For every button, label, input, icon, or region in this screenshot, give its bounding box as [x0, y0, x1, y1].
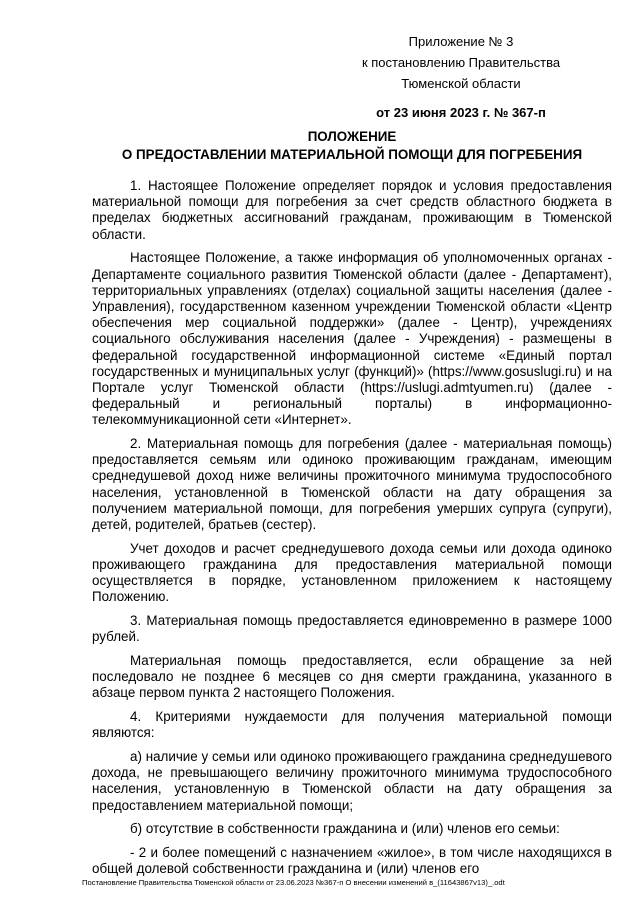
page-footer: Постановление Правительства Тюменской области от 23.06.2023 №367-п О внесении изменений в_(11643867v13)_.odt	[82, 878, 505, 887]
paragraph: Учет доходов и расчет среднедушевого дохода семьи или дохода одиноко проживающего гражданина для предоставления материальной помощи осуществляется в порядке, установленном приложением к настоящему Положению.	[92, 540, 612, 605]
appendix-date-number: от 23 июня 2023 г. № 367-п	[376, 105, 546, 120]
paragraph: 2. Материальная помощь для погребения (далее - материальная помощь) предоставляется семьям или одиноко проживающим гражданам, имеющим среднедушевой доход ниже величины прожиточного минимума трудоспособного населения, установленной в Тюменской области на дату обращения за получением материальной помощи, для погребения умерших супруга (супруги), детей, родителей, братьев (сестер).	[92, 436, 612, 533]
title-line-2: О ПРЕДОСТАВЛЕНИИ МАТЕРИАЛЬНОЙ ПОМОЩИ ДЛЯ ПОГРЕБЕНИЯ	[121, 147, 583, 162]
paragraph: а) наличие у семьи или одиноко проживающего гражданина среднедушевого дохода, не превышающего величину прожиточного минимума трудоспособного населения, установленную в Тюменской области на дату обращения за предоставлением материальной помощи;	[92, 749, 612, 813]
paragraph: Настоящее Положение, а также информация об уполномоченных органах - Департаменте социального развития Тюменской области (далее - Департамент), территориальных управлениях (отделах) социальной защиты населения (далее - Управления), государственном казенном учреждении Тюменской области «Центр обеспечения мер социальной поддержки» (далее - Центр), учреждениях социального обслуживания населения (далее - Учреждения) - размещены в федеральной государственной информационной системе «Единый портал государственных и муниципальных услуг (функций)» (https://www.gosuslugi.ru) и на Портале услуг Тюменской области (https://uslugi.admtyumen.ru) (далее - федеральный и региональный порталы) в информационно-телекоммуникационной сети «Интернет».	[92, 250, 612, 428]
paragraph: - 2 и более помещений с назначением «жилое», в том числе находящихся в общей долевой собственности гражданина и (или) членов его	[92, 845, 612, 877]
document-body	[92, 178, 612, 885]
appendix-region: Тюменской области	[401, 76, 521, 91]
appendix-resolution: к постановлению Правительства	[361, 55, 561, 70]
paragraph: 3. Материальная помощь предоставляется единовременно в размере 1000 рублей.	[92, 613, 612, 645]
paragraph: Материальная помощь предоставляется, если обращение за ней последовало не позднее 6 месяцев со дня смерти гражданина, указанного в абзаце первом пункта 2 настоящего Положения.	[92, 652, 612, 701]
paragraph: 4. Критериями нуждаемости для получения материальной помощи являются:	[92, 709, 612, 741]
document-title	[92, 128, 612, 164]
paragraph: б) отсутствие в собственности гражданина и (или) членов его семьи:	[130, 821, 560, 837]
title-line-1: ПОЛОЖЕНИЕ	[307, 129, 397, 144]
paragraph: 1. Настоящее Положение определяет порядок и условия предоставления материальной помощи для погребения за счет средств областного бюджета в пределах бюджетных ассигнований гражданам, проживающим в Тюменской области.	[92, 178, 612, 242]
appendix-number: Приложение № 3	[408, 34, 514, 49]
appendix-header	[330, 32, 592, 122]
